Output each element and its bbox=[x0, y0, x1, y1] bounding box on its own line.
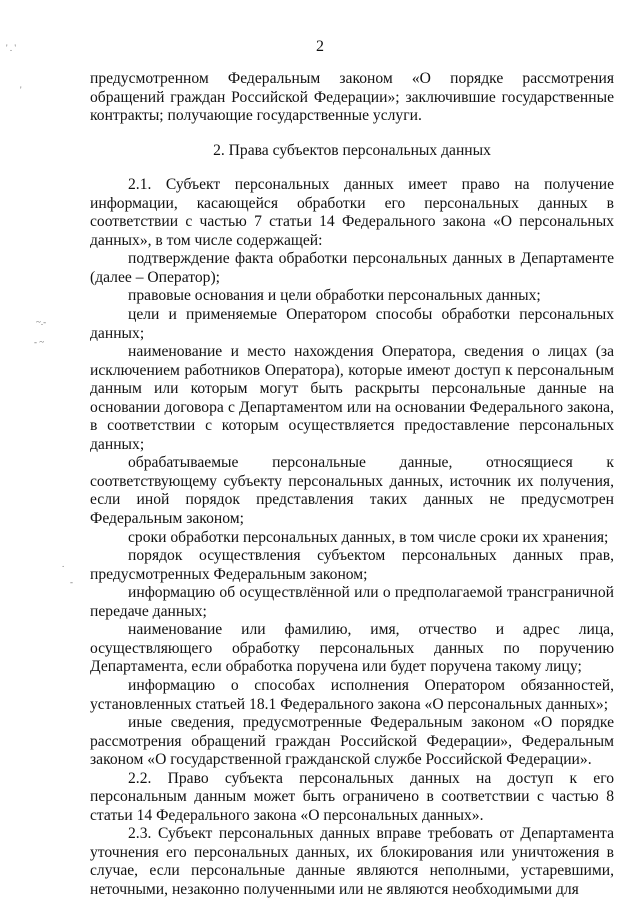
document-body bbox=[90, 70, 614, 900]
list-item-processed-data: обрабатываемые персональные данные, относящиеся к соответствующему субъекту персональных данных, источник их получения, если иной порядок представления таких данных не предусмотрен Федеральным законом; bbox=[90, 454, 614, 528]
paragraph-2-1: 2.1. Субъект персональных данных имеет право на получение информации, касающейся обработки его персональных данных в соответствии с частью 7 статьи 14 Федерального закона «О персональных данных», в том числе содержащей: bbox=[90, 176, 614, 249]
paragraph-2-3: 2.3. Субъект персональных данных вправе требовать от Департамента уточнения его персональных данных, их блокирования или уничтожения в случае, если персональные данные являются неполными, устаревшими, неточными, незаконно полученными или не являются необходимыми для bbox=[90, 825, 614, 898]
list-item-rights-procedure: порядок осуществления субъектом персональных данных прав, предусмотренных Федеральным законом; bbox=[90, 547, 614, 583]
list-item-cross-border: информацию об осуществлённой или о предполагаемой трансграничной передаче данных; bbox=[90, 584, 614, 620]
list-item-purposes-methods: цели и применяемые Оператором способы обработки персональных данных; bbox=[90, 306, 614, 342]
intro-paragraph: предусмотренном Федеральным законом «О порядке рассмотрения обращений граждан Российской Федерации»; заключившие государственные контракты; получающие государственные услуги. bbox=[90, 70, 614, 125]
list-item-processor: наименование или фамилию, имя, отчество и адрес лица, осуществляющего обработку персональных данных по поручению Департамента, если обработка поручена или будет поручена такому лицу; bbox=[90, 621, 614, 676]
margin-mark: ~.- bbox=[36, 317, 47, 327]
list-item-legal-grounds: правовые основания и цели обработки персональных данных; bbox=[128, 287, 541, 305]
section-heading: 2. Права субъектов персональных данных bbox=[213, 141, 491, 159]
margin-mark: . bbox=[62, 559, 65, 569]
page-number: 2 bbox=[316, 38, 324, 55]
margin-mark: ' bbox=[20, 85, 22, 95]
margin-mark: - ~ bbox=[34, 337, 45, 347]
paragraph-2-2: 2.2. Право субъекта персональных данных на доступ к его персональным данным может быть ограничено в соответствии с частью 8 статьи 14 Федерального закона «О персональных данных». bbox=[90, 769, 614, 824]
list-item-confirmation: подтверждение факта обработки персональных данных в Департаменте (далее – Оператор); bbox=[90, 250, 614, 286]
list-item-obligations: информацию о способах исполнения Оператором обязанностей, установленных статьей 18.1 Федерального закона «О персональных данных»; bbox=[90, 676, 614, 713]
margin-mark: - bbox=[70, 577, 73, 587]
list-item-operator-info: наименование и место нахождения Оператора, сведения о лицах (за исключением работников Оператора), которые имеют доступ к персональным данным или которым могут быть раскрыты персональные данные на основании договора с Департаментом или на основании Федерального закона, в соответствии с которым осуществляется предоставление персональных данных; bbox=[90, 343, 614, 453]
list-item-processing-terms: сроки обработки персональных данных, в том числе сроки их хранения; bbox=[128, 528, 609, 546]
margin-mark: ' . ' bbox=[6, 43, 16, 53]
list-item-other-info: иные сведения, предусмотренные Федеральным законом «О порядке рассмотрения обращений граждан Российской Федерации», Федеральным законом «О государственной гражданской службе Российской Федерации». bbox=[90, 714, 614, 769]
